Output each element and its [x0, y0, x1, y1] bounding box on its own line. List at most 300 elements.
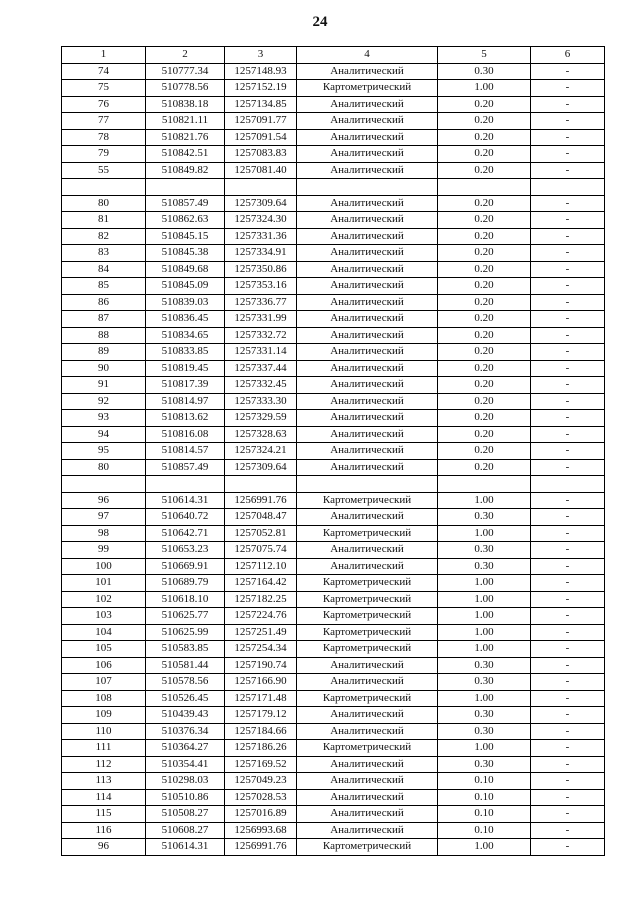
table-row [62, 822, 605, 839]
note-cell: - [531, 443, 605, 460]
x-coordinate-cell: 510857.49 [146, 459, 225, 476]
note-cell: - [531, 542, 605, 559]
x-coordinate-cell: 510845.15 [146, 228, 225, 245]
note-cell: - [531, 129, 605, 146]
x-coordinate-cell: 510839.03 [146, 294, 225, 311]
table-row [62, 443, 605, 460]
x-coordinate-cell: 510836.45 [146, 311, 225, 328]
table-row [62, 773, 605, 790]
point-number-cell: 55 [62, 162, 146, 179]
note-cell: - [531, 509, 605, 526]
accuracy-cell: 0.30 [438, 509, 531, 526]
method-cell: Картометрический [297, 641, 438, 658]
table-row [62, 806, 605, 823]
point-number-cell: 108 [62, 690, 146, 707]
note-cell: - [531, 492, 605, 509]
y-coordinate-cell: 1257112.10 [225, 558, 297, 575]
y-coordinate-cell: 1257309.64 [225, 195, 297, 212]
y-coordinate-cell: 1257164.42 [225, 575, 297, 592]
point-number-cell: 93 [62, 410, 146, 427]
note-cell: - [531, 723, 605, 740]
note-cell [531, 179, 605, 196]
x-coordinate-cell: 510833.85 [146, 344, 225, 361]
note-cell: - [531, 558, 605, 575]
accuracy-cell: 0.20 [438, 146, 531, 163]
y-coordinate-cell: 1257091.77 [225, 113, 297, 130]
y-coordinate-cell: 1257328.63 [225, 426, 297, 443]
accuracy-cell: 1.00 [438, 591, 531, 608]
note-cell: - [531, 608, 605, 625]
point-number-cell: 89 [62, 344, 146, 361]
method-cell: Аналитический [297, 443, 438, 460]
method-cell: Аналитический [297, 723, 438, 740]
method-cell: Аналитический [297, 756, 438, 773]
point-number-cell: 86 [62, 294, 146, 311]
point-number-cell: 92 [62, 393, 146, 410]
x-coordinate-cell: 510845.09 [146, 278, 225, 295]
accuracy-cell: 0.10 [438, 822, 531, 839]
point-number-cell: 104 [62, 624, 146, 641]
header-cell: 2 [146, 47, 225, 64]
accuracy-cell: 0.20 [438, 113, 531, 130]
table-row [62, 294, 605, 311]
y-coordinate-cell: 1257075.74 [225, 542, 297, 559]
accuracy-cell: 0.20 [438, 443, 531, 460]
accuracy-cell: 1.00 [438, 80, 531, 97]
x-coordinate-cell: 510821.11 [146, 113, 225, 130]
x-coordinate-cell: 510625.99 [146, 624, 225, 641]
point-number-cell [62, 179, 146, 196]
point-number-cell: 101 [62, 575, 146, 592]
table-row [62, 723, 605, 740]
x-coordinate-cell: 510618.10 [146, 591, 225, 608]
y-coordinate-cell: 1257333.30 [225, 393, 297, 410]
accuracy-cell: 1.00 [438, 525, 531, 542]
accuracy-cell: 1.00 [438, 740, 531, 757]
note-cell: - [531, 806, 605, 823]
table-row [62, 740, 605, 757]
method-cell: Аналитический [297, 344, 438, 361]
accuracy-cell: 0.10 [438, 789, 531, 806]
note-cell: - [531, 113, 605, 130]
point-number-cell: 112 [62, 756, 146, 773]
y-coordinate-cell: 1257324.30 [225, 212, 297, 229]
point-number-cell: 99 [62, 542, 146, 559]
x-coordinate-cell: 510849.82 [146, 162, 225, 179]
point-number-cell: 98 [62, 525, 146, 542]
method-cell: Аналитический [297, 806, 438, 823]
method-cell: Аналитический [297, 426, 438, 443]
method-cell: Аналитический [297, 195, 438, 212]
table-row [62, 492, 605, 509]
x-coordinate-cell: 510439.43 [146, 707, 225, 724]
x-coordinate-cell [146, 476, 225, 493]
x-coordinate-cell: 510838.18 [146, 96, 225, 113]
method-cell: Картометрический [297, 525, 438, 542]
method-cell: Картометрический [297, 80, 438, 97]
table-row [62, 278, 605, 295]
table-row [62, 558, 605, 575]
method-cell: Картометрический [297, 608, 438, 625]
point-number-cell: 106 [62, 657, 146, 674]
y-coordinate-cell: 1257331.14 [225, 344, 297, 361]
method-cell: Картометрический [297, 839, 438, 856]
y-coordinate-cell: 1257171.48 [225, 690, 297, 707]
method-cell: Аналитический [297, 377, 438, 394]
method-cell: Аналитический [297, 63, 438, 80]
method-cell: Картометрический [297, 575, 438, 592]
method-cell: Аналитический [297, 245, 438, 262]
point-number-cell: 110 [62, 723, 146, 740]
table-row [62, 377, 605, 394]
x-coordinate-cell: 510814.57 [146, 443, 225, 460]
y-coordinate-cell: 1257254.34 [225, 641, 297, 658]
note-cell: - [531, 657, 605, 674]
point-number-cell: 100 [62, 558, 146, 575]
method-cell: Аналитический [297, 278, 438, 295]
x-coordinate-cell: 510821.76 [146, 129, 225, 146]
x-coordinate-cell: 510689.79 [146, 575, 225, 592]
table-row [62, 245, 605, 262]
point-number-cell: 113 [62, 773, 146, 790]
point-number-cell: 80 [62, 459, 146, 476]
accuracy-cell: 0.10 [438, 773, 531, 790]
table-row [62, 575, 605, 592]
note-cell: - [531, 344, 605, 361]
method-cell: Аналитический [297, 311, 438, 328]
accuracy-cell: 0.20 [438, 311, 531, 328]
table-body [62, 47, 605, 856]
method-cell: Картометрический [297, 690, 438, 707]
point-number-cell [62, 476, 146, 493]
x-coordinate-cell: 510834.65 [146, 327, 225, 344]
note-cell: - [531, 591, 605, 608]
accuracy-cell: 0.20 [438, 212, 531, 229]
method-cell: Аналитический [297, 360, 438, 377]
x-coordinate-cell: 510778.56 [146, 80, 225, 97]
x-coordinate-cell: 510862.63 [146, 212, 225, 229]
method-cell: Аналитический [297, 327, 438, 344]
note-cell: - [531, 822, 605, 839]
point-number-cell: 107 [62, 674, 146, 691]
table-row [62, 509, 605, 526]
table-row [62, 410, 605, 427]
method-cell: Аналитический [297, 657, 438, 674]
point-number-cell: 83 [62, 245, 146, 262]
header-cell: 3 [225, 47, 297, 64]
note-cell: - [531, 360, 605, 377]
x-coordinate-cell: 510510.86 [146, 789, 225, 806]
y-coordinate-cell: 1257190.74 [225, 657, 297, 674]
accuracy-cell: 1.00 [438, 624, 531, 641]
accuracy-cell: 0.30 [438, 707, 531, 724]
point-number-cell: 74 [62, 63, 146, 80]
table-row [62, 360, 605, 377]
accuracy-cell: 0.20 [438, 459, 531, 476]
y-coordinate-cell: 1257016.89 [225, 806, 297, 823]
note-cell: - [531, 212, 605, 229]
y-coordinate-cell: 1257169.52 [225, 756, 297, 773]
method-cell: Аналитический [297, 789, 438, 806]
y-coordinate-cell: 1257052.81 [225, 525, 297, 542]
table-row [62, 525, 605, 542]
x-coordinate-cell: 510526.45 [146, 690, 225, 707]
accuracy-cell: 0.30 [438, 657, 531, 674]
point-number-cell: 116 [62, 822, 146, 839]
note-cell: - [531, 641, 605, 658]
x-coordinate-cell: 510625.77 [146, 608, 225, 625]
note-cell: - [531, 707, 605, 724]
note-cell: - [531, 459, 605, 476]
accuracy-cell: 1.00 [438, 839, 531, 856]
note-cell: - [531, 162, 605, 179]
point-number-cell: 109 [62, 707, 146, 724]
x-coordinate-cell: 510813.62 [146, 410, 225, 427]
y-coordinate-cell: 1257184.66 [225, 723, 297, 740]
y-coordinate-cell: 1257350.86 [225, 261, 297, 278]
x-coordinate-cell: 510376.34 [146, 723, 225, 740]
method-cell: Картометрический [297, 591, 438, 608]
note-cell: - [531, 146, 605, 163]
point-number-cell: 115 [62, 806, 146, 823]
accuracy-cell: 0.30 [438, 674, 531, 691]
x-coordinate-cell: 510845.38 [146, 245, 225, 262]
y-coordinate-cell: 1257048.47 [225, 509, 297, 526]
table-row [62, 591, 605, 608]
x-coordinate-cell: 510640.72 [146, 509, 225, 526]
table-row [62, 146, 605, 163]
method-cell: Аналитический [297, 558, 438, 575]
table-row [62, 657, 605, 674]
method-cell: Картометрический [297, 740, 438, 757]
accuracy-cell: 0.20 [438, 195, 531, 212]
table-row [62, 426, 605, 443]
note-cell: - [531, 294, 605, 311]
accuracy-cell: 1.00 [438, 608, 531, 625]
note-cell: - [531, 740, 605, 757]
method-cell: Аналитический [297, 773, 438, 790]
y-coordinate-cell: 1257091.54 [225, 129, 297, 146]
point-number-cell: 94 [62, 426, 146, 443]
point-number-cell: 82 [62, 228, 146, 245]
x-coordinate-cell: 510842.51 [146, 146, 225, 163]
y-coordinate-cell: 1257134.85 [225, 96, 297, 113]
x-coordinate-cell: 510298.03 [146, 773, 225, 790]
y-coordinate-cell: 1257332.45 [225, 377, 297, 394]
point-number-cell: 79 [62, 146, 146, 163]
accuracy-cell: 0.20 [438, 393, 531, 410]
y-coordinate-cell: 1257049.23 [225, 773, 297, 790]
table-row [62, 674, 605, 691]
note-cell: - [531, 575, 605, 592]
point-number-cell: 77 [62, 113, 146, 130]
method-cell: Аналитический [297, 294, 438, 311]
method-cell: Аналитический [297, 542, 438, 559]
x-coordinate-cell: 510578.56 [146, 674, 225, 691]
note-cell: - [531, 839, 605, 856]
method-cell: Аналитический [297, 509, 438, 526]
method-cell: Аналитический [297, 129, 438, 146]
x-coordinate-cell: 510364.27 [146, 740, 225, 757]
note-cell: - [531, 773, 605, 790]
accuracy-cell: 0.20 [438, 129, 531, 146]
method-cell: Аналитический [297, 212, 438, 229]
accuracy-cell: 1.00 [438, 492, 531, 509]
table-row [62, 195, 605, 212]
table-header-row [62, 47, 605, 64]
y-coordinate-cell: 1257334.91 [225, 245, 297, 262]
method-cell: Аналитический [297, 674, 438, 691]
table-row [62, 690, 605, 707]
y-coordinate-cell: 1257166.90 [225, 674, 297, 691]
accuracy-cell [438, 179, 531, 196]
point-number-cell: 90 [62, 360, 146, 377]
method-cell: Аналитический [297, 96, 438, 113]
table-row [62, 113, 605, 130]
note-cell: - [531, 228, 605, 245]
table-row [62, 228, 605, 245]
point-number-cell: 80 [62, 195, 146, 212]
y-coordinate-cell [225, 476, 297, 493]
method-cell: Аналитический [297, 822, 438, 839]
point-number-cell: 102 [62, 591, 146, 608]
point-number-cell: 91 [62, 377, 146, 394]
x-coordinate-cell: 510777.34 [146, 63, 225, 80]
point-number-cell: 114 [62, 789, 146, 806]
note-cell: - [531, 63, 605, 80]
y-coordinate-cell: 1256991.76 [225, 839, 297, 856]
y-coordinate-cell: 1257353.16 [225, 278, 297, 295]
method-cell: Аналитический [297, 410, 438, 427]
x-coordinate-cell: 510814.97 [146, 393, 225, 410]
point-number-cell: 84 [62, 261, 146, 278]
x-coordinate-cell: 510608.27 [146, 822, 225, 839]
point-number-cell: 95 [62, 443, 146, 460]
table-row [62, 129, 605, 146]
y-coordinate-cell: 1257081.40 [225, 162, 297, 179]
note-cell: - [531, 624, 605, 641]
table-row [62, 608, 605, 625]
method-cell: Аналитический [297, 228, 438, 245]
note-cell: - [531, 96, 605, 113]
accuracy-cell: 0.30 [438, 542, 531, 559]
method-cell: Аналитический [297, 261, 438, 278]
accuracy-cell: 0.20 [438, 261, 531, 278]
method-cell: Аналитический [297, 707, 438, 724]
y-coordinate-cell: 1257186.26 [225, 740, 297, 757]
note-cell: - [531, 261, 605, 278]
accuracy-cell: 0.20 [438, 245, 531, 262]
accuracy-cell: 0.20 [438, 278, 531, 295]
x-coordinate-cell: 510817.39 [146, 377, 225, 394]
y-coordinate-cell: 1257224.76 [225, 608, 297, 625]
table-row [62, 756, 605, 773]
method-cell: Картометрический [297, 624, 438, 641]
y-coordinate-cell [225, 179, 297, 196]
method-cell: Картометрический [297, 492, 438, 509]
y-coordinate-cell: 1257182.25 [225, 591, 297, 608]
accuracy-cell: 0.30 [438, 723, 531, 740]
x-coordinate-cell: 510583.85 [146, 641, 225, 658]
table-row [62, 839, 605, 856]
y-coordinate-cell: 1257337.44 [225, 360, 297, 377]
table-row [62, 707, 605, 724]
accuracy-cell: 0.30 [438, 558, 531, 575]
point-number-cell: 97 [62, 509, 146, 526]
x-coordinate-cell: 510653.23 [146, 542, 225, 559]
accuracy-cell: 0.20 [438, 327, 531, 344]
table-row [62, 80, 605, 97]
y-coordinate-cell: 1257329.59 [225, 410, 297, 427]
method-cell: Аналитический [297, 459, 438, 476]
point-number-cell: 78 [62, 129, 146, 146]
accuracy-cell: 0.30 [438, 63, 531, 80]
accuracy-cell: 1.00 [438, 641, 531, 658]
x-coordinate-cell: 510614.31 [146, 492, 225, 509]
x-coordinate-cell: 510581.44 [146, 657, 225, 674]
x-coordinate-cell: 510354.41 [146, 756, 225, 773]
method-cell: Аналитический [297, 146, 438, 163]
x-coordinate-cell: 510642.71 [146, 525, 225, 542]
note-cell: - [531, 410, 605, 427]
note-cell: - [531, 674, 605, 691]
table-row [62, 96, 605, 113]
header-cell: 4 [297, 47, 438, 64]
y-coordinate-cell: 1257332.72 [225, 327, 297, 344]
accuracy-cell: 0.20 [438, 410, 531, 427]
header-cell: 1 [62, 47, 146, 64]
x-coordinate-cell: 510819.45 [146, 360, 225, 377]
y-coordinate-cell: 1256993.68 [225, 822, 297, 839]
accuracy-cell: 1.00 [438, 575, 531, 592]
note-cell [531, 476, 605, 493]
table-row [62, 162, 605, 179]
point-number-cell: 96 [62, 492, 146, 509]
y-coordinate-cell: 1257028.53 [225, 789, 297, 806]
header-cell: 5 [438, 47, 531, 64]
point-number-cell: 75 [62, 80, 146, 97]
table-row [62, 789, 605, 806]
table-row [62, 212, 605, 229]
accuracy-cell: 0.20 [438, 426, 531, 443]
y-coordinate-cell: 1257083.83 [225, 146, 297, 163]
y-coordinate-cell: 1257148.93 [225, 63, 297, 80]
note-cell: - [531, 327, 605, 344]
accuracy-cell: 0.20 [438, 228, 531, 245]
accuracy-cell: 0.20 [438, 294, 531, 311]
x-coordinate-cell: 510857.49 [146, 195, 225, 212]
note-cell: - [531, 426, 605, 443]
note-cell: - [531, 311, 605, 328]
method-cell: Аналитический [297, 393, 438, 410]
accuracy-cell: 0.20 [438, 377, 531, 394]
y-coordinate-cell: 1257309.64 [225, 459, 297, 476]
point-number-cell: 111 [62, 740, 146, 757]
accuracy-cell: 0.30 [438, 756, 531, 773]
table-row [62, 641, 605, 658]
x-coordinate-cell: 510508.27 [146, 806, 225, 823]
table-row [62, 327, 605, 344]
table-row [62, 344, 605, 361]
y-coordinate-cell: 1257331.36 [225, 228, 297, 245]
y-coordinate-cell: 1257251.49 [225, 624, 297, 641]
note-cell: - [531, 377, 605, 394]
note-cell: - [531, 690, 605, 707]
page-number: 24 [312, 14, 328, 30]
accuracy-cell: 0.20 [438, 344, 531, 361]
table-row [62, 459, 605, 476]
y-coordinate-cell: 1257152.19 [225, 80, 297, 97]
